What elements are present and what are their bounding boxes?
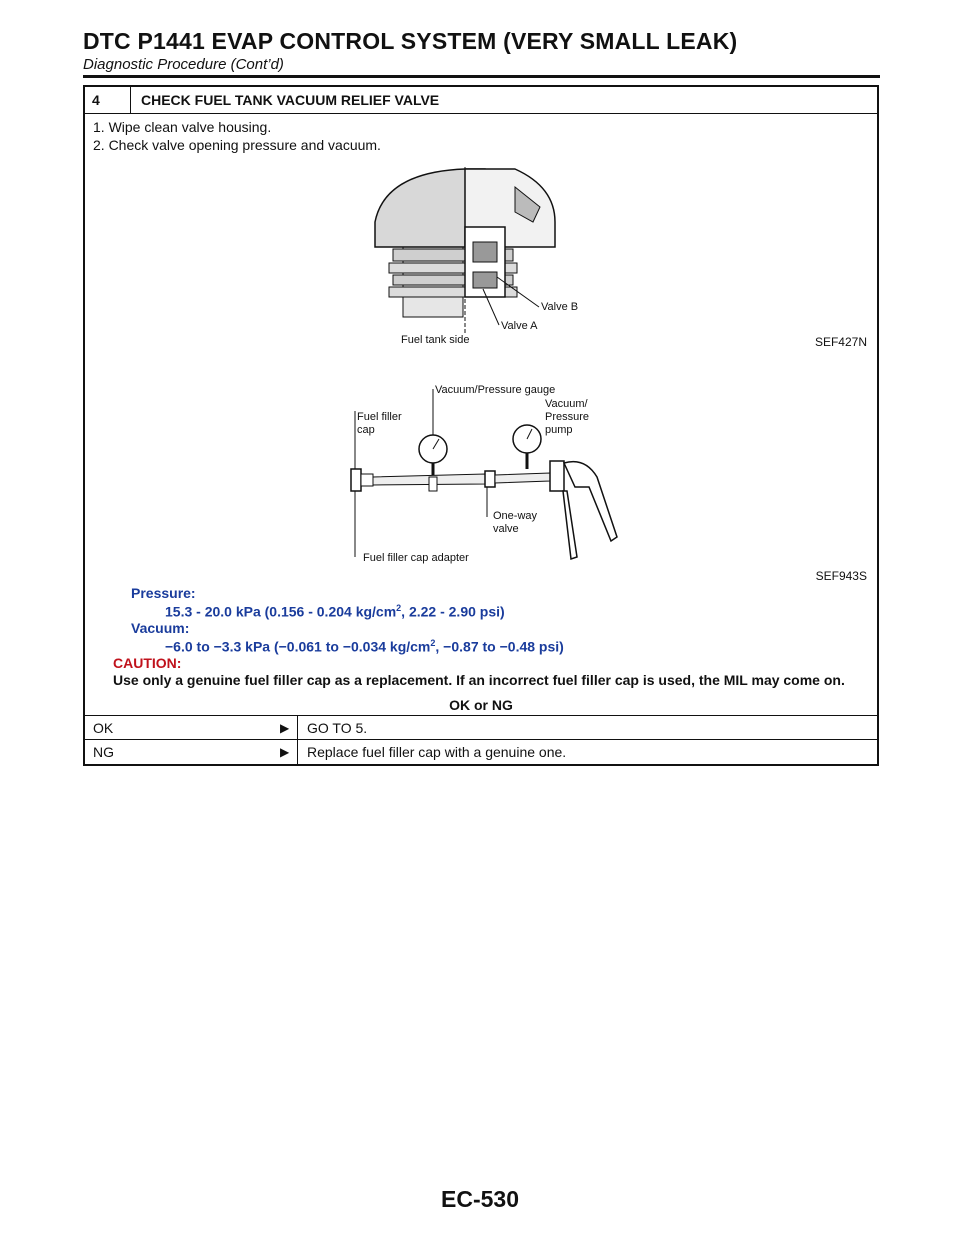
caution-text: Use only a genuine fuel filler cap as a replacement. If an incorrect fuel filler cap is used, the MIL may come on. — [113, 672, 845, 688]
label-cap-1: Fuel filler — [357, 411, 402, 423]
label-pump-3: pump — [545, 424, 573, 436]
pressure-value: 15.3 - 20.0 kPa (0.156 - 0.204 $kg/cm^2$, 2.22 - 2.90 psi) — [165, 603, 505, 620]
pressure-label: Pressure: — [131, 585, 196, 601]
label-valve-a: Valve A — [501, 320, 538, 332]
pressure-test-setup-figure — [335, 377, 635, 567]
label-cap-2: cap — [357, 424, 375, 436]
step-number: 4 — [85, 87, 131, 113]
instruction-1: 1. Wipe clean valve housing. — [93, 119, 272, 135]
label-pump-2: Pressure — [545, 411, 590, 423]
step-header — [85, 87, 877, 114]
vacuum-label: Vacuum: — [131, 620, 190, 636]
vacuum-value: −6.0 to −3.3 kPa (−0.061 to −0.034 $kg/cm^2$, −0.87 to −0.48 psi) — [165, 638, 564, 655]
caution-label: CAUTION: — [113, 655, 182, 671]
figure2-code: SEF943S — [815, 569, 867, 583]
page-subtitle: Diagnostic Procedure (Cont’d) — [83, 56, 284, 73]
label-pump-1: Vacuum/ — [545, 398, 588, 410]
label-valve-b: Valve B — [541, 301, 579, 313]
result-action: Replace fuel filler cap with a genuine one. — [307, 744, 567, 760]
fuel-cap-cross-section-figure — [365, 167, 605, 347]
step-title: CHECK FUEL TANK VACUUM RELIEF VALVE — [141, 92, 440, 108]
result-label: NG — [93, 744, 114, 760]
header-rule — [83, 75, 880, 78]
result-row-ng — [85, 739, 877, 764]
result-action: GO TO 5. — [307, 720, 368, 736]
label-gauge: Vacuum/Pressure gauge — [435, 384, 556, 396]
result-label: OK — [93, 720, 114, 736]
page-title: DTC P1441 EVAP CONTROL SYSTEM (VERY SMALL LEAK) — [83, 28, 738, 54]
arrow-icon: ▶ — [280, 721, 290, 735]
arrow-icon: ▶ — [280, 745, 290, 759]
label-oneway-2: valve — [493, 523, 519, 535]
page-header — [83, 28, 883, 73]
instruction-2: 2. Check valve opening pressure and vacuum. — [93, 137, 381, 153]
page-number: EC-530 — [441, 1186, 519, 1212]
figure1-code: SEF427N — [814, 335, 867, 349]
label-adapter: Fuel filler cap adapter — [363, 552, 469, 564]
procedure-box — [83, 85, 879, 766]
result-row-ok — [85, 715, 877, 740]
label-fuel-tank-side: Fuel tank side — [401, 334, 470, 346]
label-oneway-1: One-way — [493, 510, 538, 522]
ok-ng-decision: OK or NG — [449, 697, 513, 713]
